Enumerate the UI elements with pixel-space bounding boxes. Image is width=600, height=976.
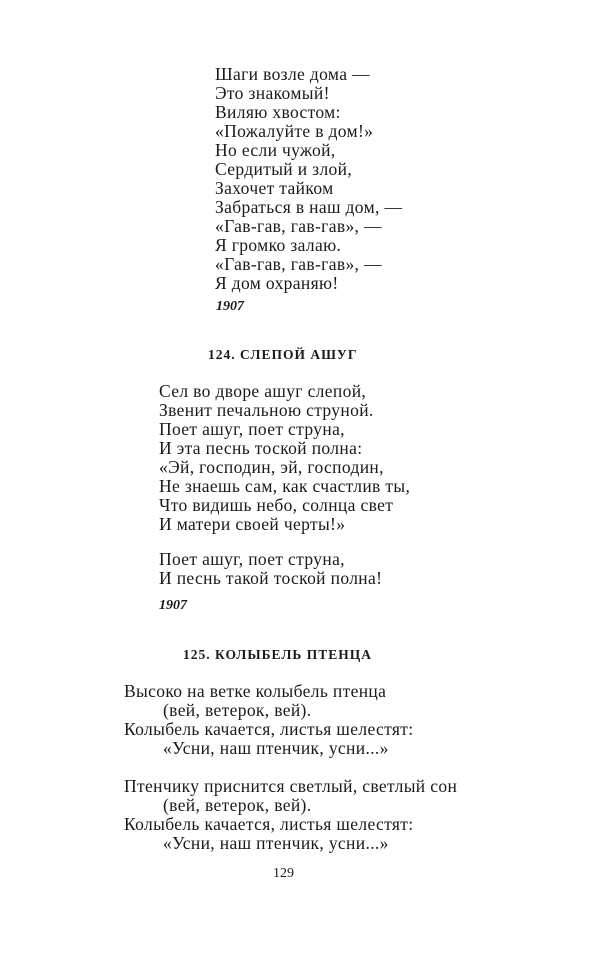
poem-line: Но если чужой, xyxy=(215,140,336,160)
poem-line: (вей, ветерок, вей). xyxy=(163,795,312,815)
poem-line: И матери своей черты!» xyxy=(159,514,346,534)
poem-line: Колыбель качается, листья шелестят: xyxy=(124,719,414,739)
poem-line: Забраться в наш дом, — xyxy=(215,197,403,217)
poem-line: «Усни, наш птенчик, усни...» xyxy=(163,833,389,853)
poem-line: Я громко залаю. xyxy=(215,235,342,255)
poem-line: (вей, ветерок, вей). xyxy=(163,700,312,720)
poem-line: Птенчику приснится светлый, светлый сон xyxy=(124,776,458,796)
poem-line: Виляю хвостом: xyxy=(215,102,341,122)
poem-year: 1907 xyxy=(216,299,244,314)
poem-line: Шаги возле дома — xyxy=(215,64,370,84)
poem-line: Высоко на ветке колыбель птенца xyxy=(124,681,387,701)
poem-line: «Гав-гав, гав-гав», — xyxy=(215,216,382,236)
poem-line: Поет ашуг, поет струна, xyxy=(159,419,345,439)
poem-line: И песнь такой тоской полна! xyxy=(159,568,383,588)
poem-year: 1907 xyxy=(159,598,187,613)
poem-title: 124. СЛЕПОЙ АШУГ xyxy=(208,347,358,362)
poem-line: «Гав-гав, гав-гав», — xyxy=(215,254,382,274)
poem-line: Поет ашуг, поет струна, xyxy=(159,549,345,569)
poem-line: Звенит печальною струной. xyxy=(159,400,374,420)
poem-line: Это знакомый! xyxy=(215,83,330,103)
poem-line: Я дом охраняю! xyxy=(215,273,339,293)
poem-line: Не знаешь сам, как счастлив ты, xyxy=(159,476,411,496)
poem-line: «Пожалуйте в дом!» xyxy=(215,121,374,141)
poem-line: Сел во дворе ашуг слепой, xyxy=(159,381,367,401)
poem-line: «Усни, наш птенчик, усни...» xyxy=(163,738,389,758)
poem-line: Колыбель качается, листья шелестят: xyxy=(124,814,414,834)
poem-line: Что видишь небо, солнца свет xyxy=(159,495,394,515)
page-number: 129 xyxy=(273,866,294,881)
poem-title: 125. КОЛЫБЕЛЬ ПТЕНЦА xyxy=(183,647,372,662)
poem-line: Захочет тайком xyxy=(215,178,334,198)
poem-line: Сердитый и злой, xyxy=(215,159,353,179)
poem-line: И эта песнь тоской полна: xyxy=(159,438,363,458)
poem-line: «Эй, господин, эй, господин, xyxy=(159,457,384,477)
